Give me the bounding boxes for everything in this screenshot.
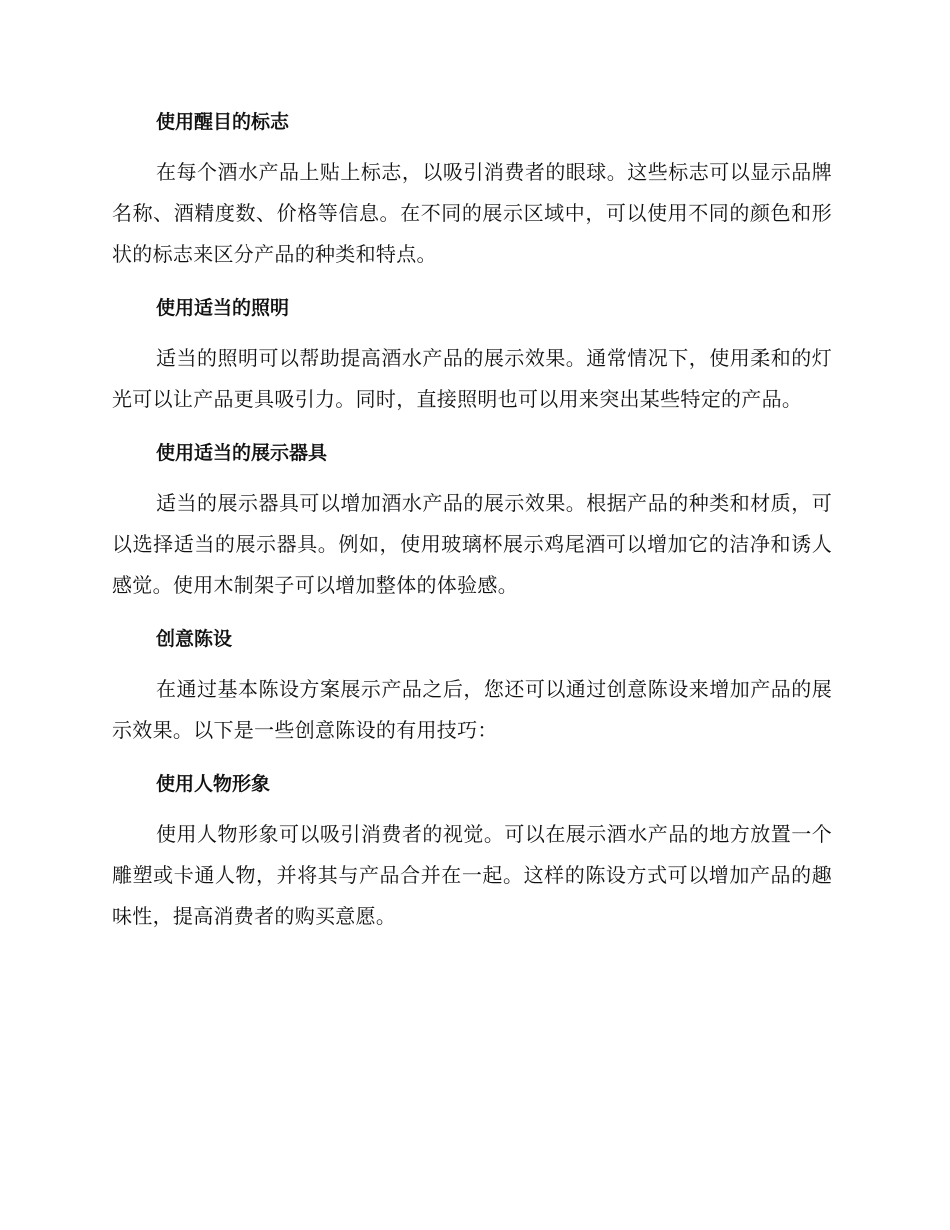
section-paragraph: 在通过基本陈设方案展示产品之后，您还可以通过创意陈设来增加产品的展示效果。以下是一些创意陈设的有用技巧： <box>112 677 832 742</box>
section-heading: 使用适当的展示器具 <box>156 442 328 464</box>
document-page <box>112 108 832 956</box>
section-heading: 使用醒目的标志 <box>156 111 290 133</box>
section-paragraph: 在每个酒水产品上贴上标志，以吸引消费者的眼球。这些标志可以显示品牌名称、酒精度数、价格等信息。在不同的展示区域中，可以使用不同的颜色和形状的标志来区分产品的种类和特点。 <box>112 160 832 266</box>
section-heading: 使用适当的照明 <box>156 297 290 319</box>
section-paragraph: 使用人物形象可以吸引消费者的视觉。可以在展示酒水产品的地方放置一个雕塑或卡通人物，并将其与产品合并在一起。这样的陈设方式可以增加产品的趣味性，提高消费者的购买意愿。 <box>112 822 832 928</box>
section-paragraph: 适当的照明可以帮助提高酒水产品的展示效果。通常情况下，使用柔和的灯光可以让产品更具吸引力。同时，直接照明也可以用来突出某些特定的产品。 <box>112 346 832 411</box>
section-heading: 创意陈设 <box>156 628 233 650</box>
section-heading: 使用人物形象 <box>156 773 271 795</box>
section-paragraph: 适当的展示器具可以增加酒水产品的展示效果。根据产品的种类和材质，可以选择适当的展示器具。例如，使用玻璃杯展示鸡尾酒可以增加它的洁净和诱人感觉。使用木制架子可以增加整体的体验感。 <box>112 491 832 597</box>
